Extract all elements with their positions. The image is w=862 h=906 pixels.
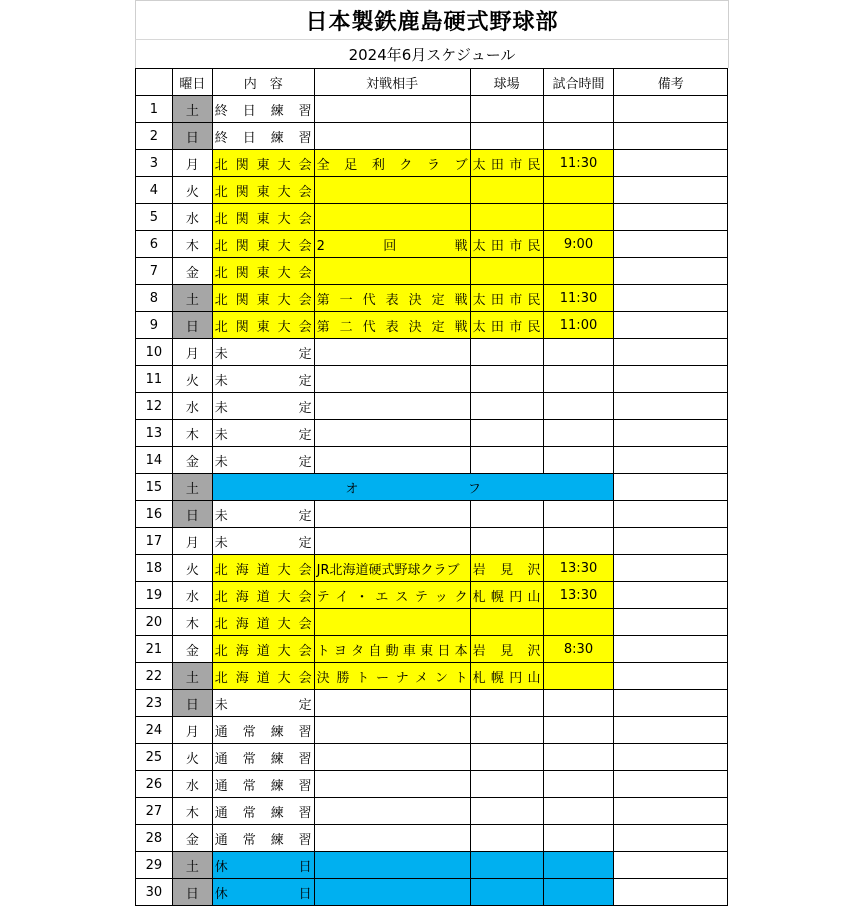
table-row: [136, 447, 728, 474]
time-cell: [543, 420, 614, 447]
opponent-cell: [314, 447, 470, 474]
table-row: [136, 879, 728, 906]
note-cell: [614, 474, 728, 501]
time-cell: [543, 663, 614, 690]
content-cell: [212, 690, 314, 717]
header-note: 備考: [614, 69, 728, 96]
time-cell: [543, 177, 614, 204]
weekday-cell: 水: [172, 393, 212, 420]
content-cell-text: 北関東大会: [214, 211, 312, 227]
table-row: [136, 258, 728, 285]
header-venue: 球場: [470, 69, 543, 96]
venue-cell: [470, 177, 543, 204]
venue-cell: [470, 690, 543, 717]
time-cell: 11:30: [543, 150, 614, 177]
time-cell: [543, 825, 614, 852]
note-cell: [614, 312, 728, 339]
content-cell: [212, 339, 314, 366]
weekday-cell: 日: [172, 879, 212, 906]
content-cell-text: 休日: [214, 859, 312, 875]
weekday-cell: 月: [172, 528, 212, 555]
header-time: 試合時間: [543, 69, 614, 96]
opponent-cell: [314, 312, 470, 339]
time-cell: 9:00: [543, 231, 614, 258]
opponent-cell-text: 決勝トーナメント: [316, 670, 468, 686]
venue-cell-text: 太田市民: [472, 238, 541, 254]
day-cell: 26: [136, 771, 173, 798]
weekday-cell: 火: [172, 177, 212, 204]
content-cell-text: 通常練習: [214, 805, 312, 821]
day-cell: 25: [136, 744, 173, 771]
content-cell-text: 未定: [214, 454, 312, 470]
note-cell: [614, 582, 728, 609]
time-cell: [543, 123, 614, 150]
time-cell: [543, 501, 614, 528]
venue-cell: [470, 663, 543, 690]
note-cell: [614, 123, 728, 150]
content-cell: [212, 555, 314, 582]
venue-cell-text: 岩見沢: [472, 643, 541, 659]
venue-cell: [470, 609, 543, 636]
content-cell: [212, 96, 314, 123]
table-row: [136, 231, 728, 258]
weekday-cell: 日: [172, 501, 212, 528]
table-row: [136, 771, 728, 798]
note-cell: [614, 879, 728, 906]
team-title: 日本製鉄鹿島硬式野球部: [135, 0, 729, 39]
content-cell-text: 未定: [214, 508, 312, 524]
content-cell-text: 未定: [214, 697, 312, 713]
venue-cell: [470, 285, 543, 312]
time-cell: 8:30: [543, 636, 614, 663]
time-cell: [543, 258, 614, 285]
venue-cell: [470, 636, 543, 663]
content-cell-text: 北関東大会: [214, 319, 312, 335]
opponent-cell: [314, 123, 470, 150]
opponent-cell: [314, 204, 470, 231]
schedule-sheet: [135, 0, 728, 905]
content-cell-text: 通常練習: [214, 778, 312, 794]
weekday-cell: 金: [172, 825, 212, 852]
content-cell-text: 未定: [214, 400, 312, 416]
venue-cell: [470, 447, 543, 474]
content-cell: [212, 312, 314, 339]
content-cell: [212, 150, 314, 177]
note-cell: [614, 609, 728, 636]
venue-cell: [470, 555, 543, 582]
venue-cell: [470, 231, 543, 258]
note-cell: [614, 744, 728, 771]
table-row: [136, 474, 728, 501]
opponent-cell: [314, 636, 470, 663]
table-row: [136, 609, 728, 636]
opponent-cell: [314, 744, 470, 771]
table-row: [136, 366, 728, 393]
note-cell: [614, 258, 728, 285]
time-cell: 11:30: [543, 285, 614, 312]
table-row: [136, 96, 728, 123]
content-cell: [212, 582, 314, 609]
time-cell: [543, 339, 614, 366]
opponent-cell-text: 全足利クラブ: [316, 157, 468, 173]
day-cell: 2: [136, 123, 173, 150]
content-cell-text: 北関東大会: [214, 265, 312, 281]
venue-cell: [470, 96, 543, 123]
venue-cell-text: 太田市民: [472, 319, 541, 335]
day-cell: 8: [136, 285, 173, 312]
day-cell: 14: [136, 447, 173, 474]
opponent-cell: [314, 717, 470, 744]
off-cell: [212, 474, 614, 501]
weekday-cell: 木: [172, 231, 212, 258]
content-cell: [212, 609, 314, 636]
weekday-cell: 水: [172, 204, 212, 231]
day-cell: 4: [136, 177, 173, 204]
day-cell: 23: [136, 690, 173, 717]
note-cell: [614, 420, 728, 447]
day-cell: 24: [136, 717, 173, 744]
note-cell: [614, 393, 728, 420]
content-cell: [212, 420, 314, 447]
weekday-cell: 水: [172, 771, 212, 798]
venue-cell-text: 太田市民: [472, 292, 541, 308]
venue-cell: [470, 744, 543, 771]
opponent-cell: [314, 96, 470, 123]
day-cell: 11: [136, 366, 173, 393]
content-cell-text: 未定: [214, 373, 312, 389]
day-cell: 16: [136, 501, 173, 528]
content-cell: [212, 663, 314, 690]
opponent-cell: [314, 339, 470, 366]
note-cell: [614, 285, 728, 312]
note-cell: [614, 231, 728, 258]
weekday-cell: 水: [172, 582, 212, 609]
venue-cell: [470, 393, 543, 420]
day-cell: 18: [136, 555, 173, 582]
weekday-cell: 木: [172, 420, 212, 447]
header-content: 内 容: [212, 69, 314, 96]
opponent-cell: [314, 771, 470, 798]
content-cell: [212, 528, 314, 555]
note-cell: [614, 204, 728, 231]
weekday-cell: 日: [172, 123, 212, 150]
content-cell: [212, 636, 314, 663]
table-row: [136, 555, 728, 582]
opponent-cell: [314, 555, 470, 582]
time-cell: [543, 366, 614, 393]
time-cell: [543, 690, 614, 717]
table-row: [136, 393, 728, 420]
weekday-cell: 火: [172, 555, 212, 582]
content-cell-text: 通常練習: [214, 832, 312, 848]
content-cell: [212, 258, 314, 285]
weekday-cell: 土: [172, 852, 212, 879]
table-row: [136, 123, 728, 150]
weekday-cell: 土: [172, 474, 212, 501]
content-cell-text: 北関東大会: [214, 238, 312, 254]
venue-cell: [470, 501, 543, 528]
content-cell-text: 北関東大会: [214, 184, 312, 200]
venue-cell: [470, 582, 543, 609]
opponent-cell-text: テイ・エステック: [316, 589, 468, 605]
opponent-cell: [314, 528, 470, 555]
content-cell-text: 未定: [214, 427, 312, 443]
content-cell: [212, 231, 314, 258]
venue-cell: [470, 879, 543, 906]
day-cell: 13: [136, 420, 173, 447]
table-row: [136, 717, 728, 744]
venue-cell-text: 岩見沢: [472, 562, 541, 578]
content-cell: [212, 771, 314, 798]
venue-cell: [470, 771, 543, 798]
note-cell: [614, 825, 728, 852]
opponent-cell: [314, 231, 470, 258]
schedule-body: [136, 96, 728, 906]
table-row: [136, 312, 728, 339]
day-cell: 12: [136, 393, 173, 420]
content-cell: [212, 825, 314, 852]
venue-cell: [470, 339, 543, 366]
day-cell: 1: [136, 96, 173, 123]
table-row: [136, 285, 728, 312]
content-cell: [212, 501, 314, 528]
content-cell: [212, 285, 314, 312]
opponent-cell: [314, 501, 470, 528]
time-cell: [543, 447, 614, 474]
table-row: [136, 528, 728, 555]
note-cell: [614, 798, 728, 825]
content-cell: [212, 447, 314, 474]
weekday-cell: 火: [172, 366, 212, 393]
weekday-cell: 月: [172, 717, 212, 744]
note-cell: [614, 501, 728, 528]
content-cell: [212, 717, 314, 744]
table-row: [136, 339, 728, 366]
content-cell: [212, 204, 314, 231]
day-cell: 28: [136, 825, 173, 852]
venue-cell: [470, 150, 543, 177]
content-cell-text: 終日練習: [214, 130, 312, 146]
weekday-cell: 金: [172, 447, 212, 474]
day-cell: 21: [136, 636, 173, 663]
table-row: [136, 150, 728, 177]
content-cell-text: 北海道大会: [214, 643, 312, 659]
content-cell-text: 北海道大会: [214, 589, 312, 605]
venue-cell: [470, 123, 543, 150]
content-cell: [212, 123, 314, 150]
weekday-cell: 日: [172, 312, 212, 339]
note-cell: [614, 366, 728, 393]
day-cell: 29: [136, 852, 173, 879]
table-row: [136, 744, 728, 771]
venue-cell: [470, 852, 543, 879]
opponent-cell: [314, 393, 470, 420]
weekday-cell: 日: [172, 690, 212, 717]
table-row: [136, 636, 728, 663]
day-cell: 6: [136, 231, 173, 258]
opponent-cell-text: 2回戦: [316, 238, 468, 254]
note-cell: [614, 717, 728, 744]
opponent-cell: [314, 825, 470, 852]
weekday-cell: 月: [172, 150, 212, 177]
content-cell-text: 通常練習: [214, 751, 312, 767]
opponent-cell: [314, 366, 470, 393]
venue-cell: [470, 312, 543, 339]
note-cell: [614, 150, 728, 177]
venue-cell: [470, 798, 543, 825]
opponent-cell: [314, 285, 470, 312]
opponent-cell: [314, 690, 470, 717]
venue-cell: [470, 420, 543, 447]
opponent-cell-text: 第一代表決定戦: [316, 292, 468, 308]
day-cell: 3: [136, 150, 173, 177]
table-row: [136, 177, 728, 204]
time-cell: [543, 609, 614, 636]
venue-cell: [470, 825, 543, 852]
day-cell: 30: [136, 879, 173, 906]
day-cell: 5: [136, 204, 173, 231]
header-weekday: 曜日: [172, 69, 212, 96]
day-cell: 9: [136, 312, 173, 339]
note-cell: [614, 96, 728, 123]
table-row: [136, 204, 728, 231]
time-cell: [543, 798, 614, 825]
header-row: [136, 69, 728, 96]
schedule-table: [135, 68, 728, 906]
content-cell: [212, 879, 314, 906]
time-cell: [543, 393, 614, 420]
venue-cell: [470, 204, 543, 231]
table-row: [136, 501, 728, 528]
note-cell: [614, 663, 728, 690]
note-cell: [614, 771, 728, 798]
content-cell-text: 休日: [214, 886, 312, 902]
content-cell-text: 北海道大会: [214, 616, 312, 632]
note-cell: [614, 528, 728, 555]
time-cell: [543, 717, 614, 744]
opponent-cell: [314, 177, 470, 204]
day-cell: 20: [136, 609, 173, 636]
note-cell: [614, 555, 728, 582]
opponent-cell: [314, 852, 470, 879]
day-cell: 10: [136, 339, 173, 366]
note-cell: [614, 447, 728, 474]
opponent-cell: [314, 150, 470, 177]
header-opponent: 対戦相手: [314, 69, 470, 96]
opponent-cell-text: 第二代表決定戦: [316, 319, 468, 335]
opponent-cell: [314, 420, 470, 447]
content-cell-text: 終日練習: [214, 103, 312, 119]
weekday-cell: 火: [172, 744, 212, 771]
content-cell-text: 未定: [214, 535, 312, 551]
table-row: [136, 582, 728, 609]
weekday-cell: 土: [172, 285, 212, 312]
content-cell: [212, 798, 314, 825]
venue-cell-text: 太田市民: [472, 157, 541, 173]
weekday-cell: 金: [172, 636, 212, 663]
content-cell-text: 未定: [214, 346, 312, 362]
time-cell: [543, 204, 614, 231]
weekday-cell: 土: [172, 663, 212, 690]
off-cell-text: オフ: [345, 481, 591, 497]
time-cell: [543, 771, 614, 798]
schedule-subtitle: 2024年6月スケジュール: [135, 39, 729, 68]
time-cell: [543, 852, 614, 879]
time-cell: 11:00: [543, 312, 614, 339]
venue-cell-text: 札幌円山: [472, 589, 541, 605]
venue-cell: [470, 528, 543, 555]
content-cell-text: 通常練習: [214, 724, 312, 740]
content-cell: [212, 393, 314, 420]
opponent-cell: [314, 582, 470, 609]
note-cell: [614, 852, 728, 879]
note-cell: [614, 690, 728, 717]
day-cell: 27: [136, 798, 173, 825]
venue-cell: [470, 366, 543, 393]
opponent-cell: [314, 663, 470, 690]
day-cell: 17: [136, 528, 173, 555]
time-cell: [543, 879, 614, 906]
content-cell: [212, 744, 314, 771]
opponent-cell-text: トヨタ自動車東日本: [316, 643, 468, 659]
table-row: [136, 825, 728, 852]
content-cell: [212, 177, 314, 204]
venue-cell: [470, 717, 543, 744]
opponent-cell: [314, 258, 470, 285]
opponent-cell-text: JR北海道硬式野球クラブ: [316, 562, 460, 578]
time-cell: 13:30: [543, 555, 614, 582]
weekday-cell: 木: [172, 798, 212, 825]
content-cell-text: 北海道大会: [214, 670, 312, 686]
day-cell: 7: [136, 258, 173, 285]
note-cell: [614, 177, 728, 204]
content-cell-text: 北関東大会: [214, 292, 312, 308]
weekday-cell: 木: [172, 609, 212, 636]
table-row: [136, 798, 728, 825]
table-row: [136, 852, 728, 879]
table-row: [136, 420, 728, 447]
day-cell: 22: [136, 663, 173, 690]
table-row: [136, 690, 728, 717]
day-cell: 19: [136, 582, 173, 609]
venue-cell-text: 札幌円山: [472, 670, 541, 686]
note-cell: [614, 339, 728, 366]
opponent-cell: [314, 798, 470, 825]
content-cell-text: 北海道大会: [214, 562, 312, 578]
opponent-cell: [314, 879, 470, 906]
venue-cell: [470, 258, 543, 285]
time-cell: [543, 744, 614, 771]
opponent-cell: [314, 609, 470, 636]
weekday-cell: 月: [172, 339, 212, 366]
content-cell-text: 北関東大会: [214, 157, 312, 173]
weekday-cell: 金: [172, 258, 212, 285]
content-cell: [212, 366, 314, 393]
table-row: [136, 663, 728, 690]
time-cell: [543, 96, 614, 123]
weekday-cell: 土: [172, 96, 212, 123]
day-cell: 15: [136, 474, 173, 501]
time-cell: [543, 528, 614, 555]
content-cell: [212, 852, 314, 879]
note-cell: [614, 636, 728, 663]
header-day: [136, 69, 173, 96]
time-cell: 13:30: [543, 582, 614, 609]
